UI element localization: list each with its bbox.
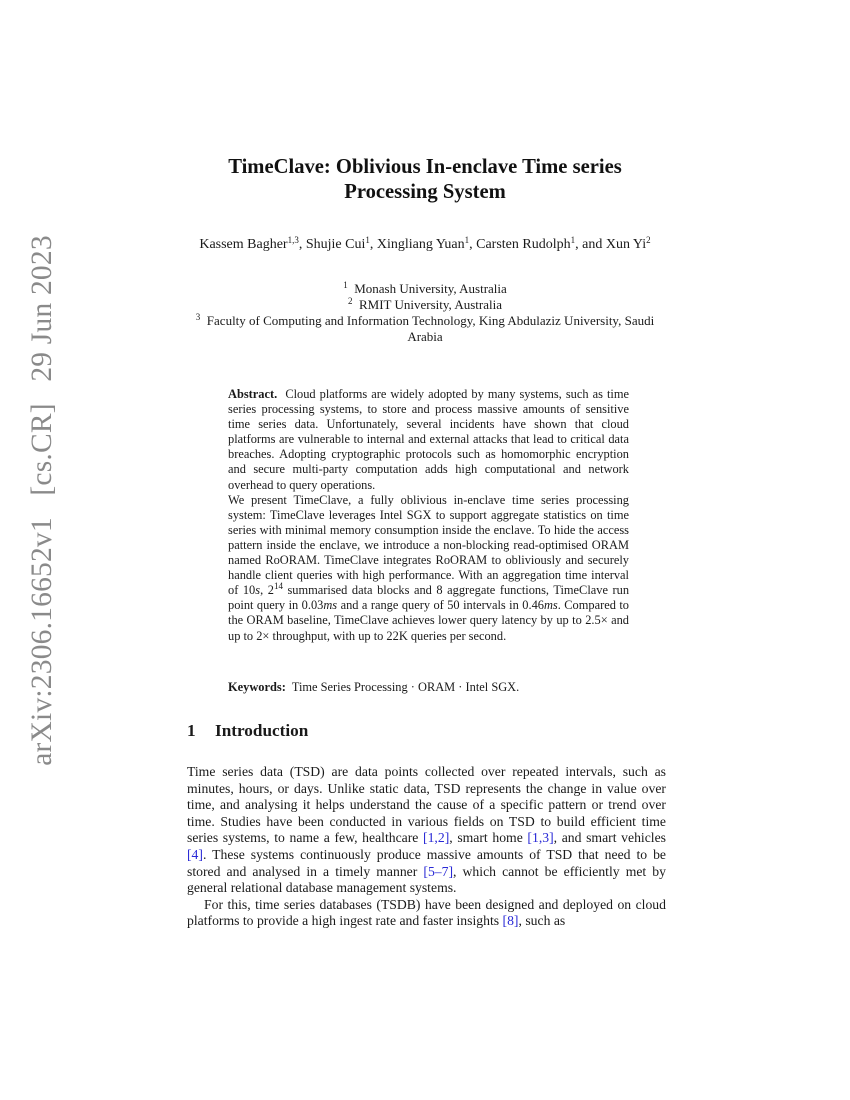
author: Xingliang Yuan$^1$ (376, 235, 470, 252)
body-paragraph-2: For this, time series databases (TSDB) have been designed and deployed on cloud platforms to provide a high ingest rate and faster insights [8], such as (187, 896, 666, 929)
abstract-paragraph-2: We present TimeClave, a fully oblivious in-enclave time series processing system: TimeClave leverages Intel SGX to support aggregate statistics on time series with minimal memory consumption inside the enclave. To hide the access pattern inside the enclave, we introduce a non-blocking read-optimised ORAM named RoORAM. TimeClave integrates RoORAM to obliviously and securely handle client queries with high performance. With an aggregation time interval of 10s, $2^{14}$ summarised data blocks and 8 aggregate functions, TimeClave run point query in 0.03ms and a range query of 50 intervals in 0.46ms. Compared to the ORAM baseline, TimeClave achieves lower query latency by up to 2.5× and up to 2× throughput, with up to 22K queries per second. (228, 492, 630, 643)
body-text (187, 764, 666, 930)
affiliation: $^2$ RMIT University, Australia (348, 296, 502, 312)
keywords (228, 680, 629, 695)
citation-link[interactable]: [4] (187, 846, 203, 862)
affiliation: $^3$ Faculty of Computing and Information Technology, King Abdulaziz University, Saudi Arabia (195, 312, 655, 344)
section-title: Introduction (215, 721, 309, 740)
author: Shujie Cui$^1$ (305, 235, 370, 252)
author: Kassem Bagher$^{1,3}$ (199, 235, 299, 252)
arxiv-date: 29 Jun 2023 (25, 234, 58, 382)
body-paragraph-1: Time series data (TSD) are data points collected over repeated intervals, such as minutes, hours, or days. Unlike static data, TSD represents the change in value over time, and analysing it helps understand the cause of a specific pattern or trend over time. Studies have been conducted in various fields on TSD to build efficient time series systems, to name a few, healthcare [1,2], smart home [1,3], and smart vehicles [4]. These systems continuously produce massive amounts of TSD that need to be stored and analysed in a timely manner [5–7], which cannot be efficiently met by general relational database management systems. (187, 764, 666, 896)
author: Xun Yi$^2$ (605, 235, 651, 252)
arxiv-stamp (20, 234, 64, 766)
abstract-label: Abstract. (228, 387, 278, 401)
paper-title (150, 155, 700, 205)
arxiv-category: [cs.CR] (25, 402, 58, 496)
abstract-paragraph-1: Abstract. Cloud platforms are widely adopted by many systems, such as time series processing systems, to store and process massive amounts of sensitive time series data. Unfortunately, several incidents have shown that cloud platforms are vulnerable to internal and external attacks that lead to critical data breaches. Adopting cryptographic protocols such as homomorphic encryption and secure multi-party computation adds high computational and network overhead to query operations. (228, 387, 629, 492)
section-number: 1 (187, 721, 196, 740)
citation-link[interactable]: [8] (502, 913, 519, 929)
citation-link[interactable]: [1,3] (527, 830, 554, 846)
affiliations (180, 281, 670, 345)
arxiv-id: arXiv:2306.16652v1 (25, 516, 58, 766)
citation-link[interactable]: [1,2] (423, 830, 450, 846)
title-line-1: TimeClave: Oblivious In-enclave Time series (228, 156, 622, 178)
title-line-2: Processing System (344, 181, 506, 203)
author: Carsten Rudolph$^1$ (476, 235, 576, 252)
keywords-label: Keywords: (228, 680, 286, 694)
author-list: Kassem Bagher$^{1,3}$, Shujie Cui$^1$, Xingliang Yuan$^1$, Carsten Rudolph$^1$, and Xun Yi$^2$ (199, 235, 651, 252)
abstract (228, 387, 629, 644)
keywords-text: Time Series Processing · ORAM · Intel SGX. (291, 680, 520, 694)
affiliation: $^1$ Monash University, Australia (343, 280, 507, 296)
citation-link[interactable]: [5–7] (423, 863, 454, 879)
section-heading (187, 721, 308, 741)
